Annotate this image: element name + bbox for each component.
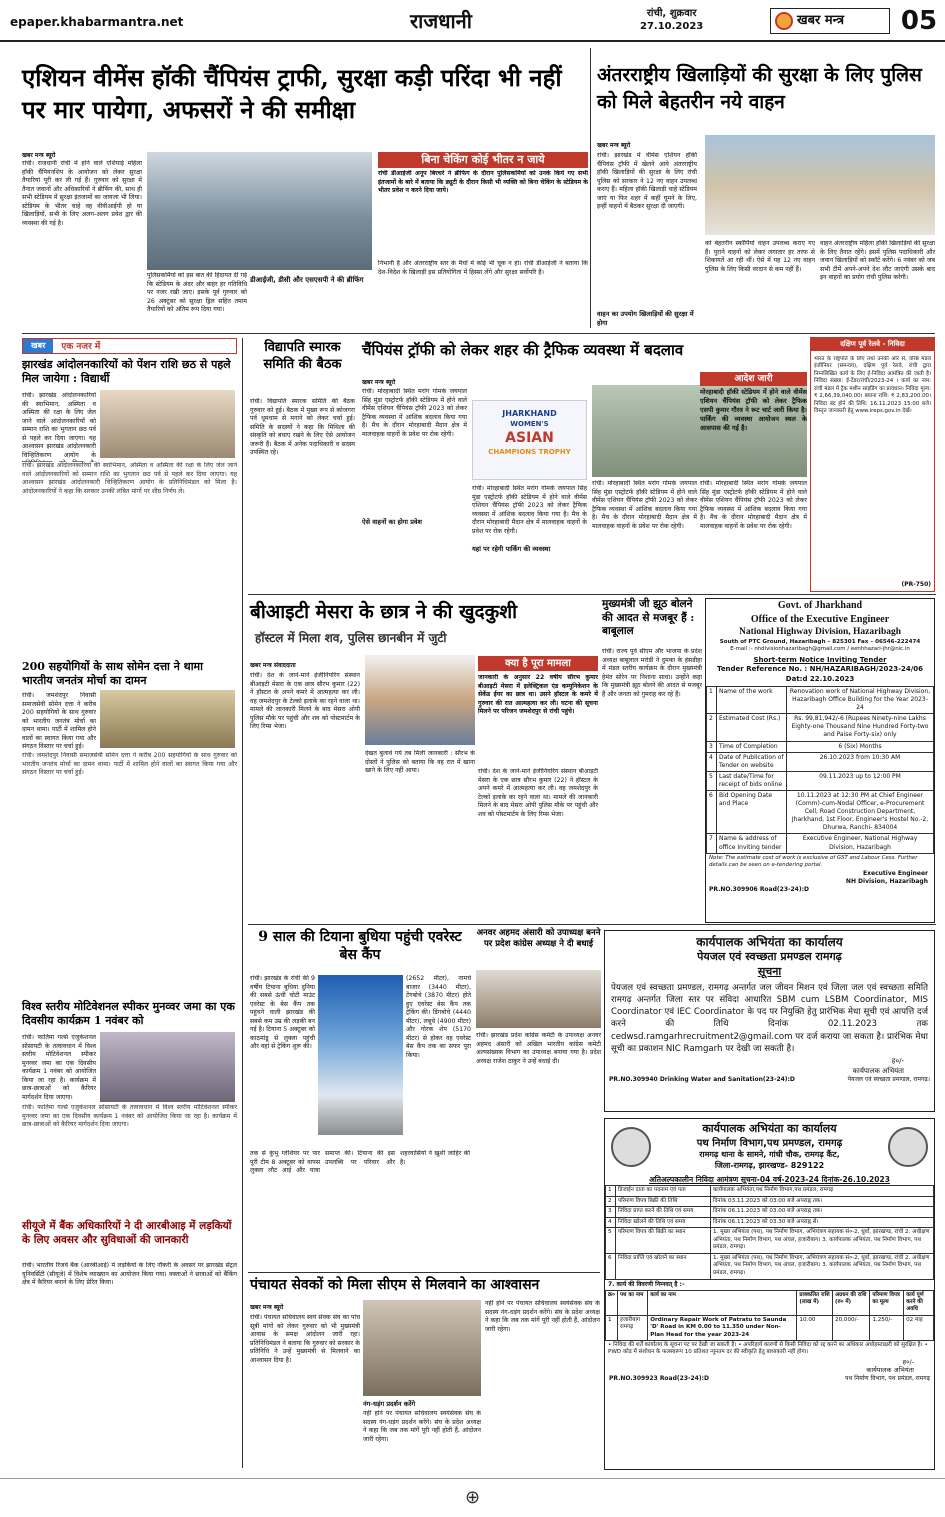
vehicles-body-2: को बेहतरीन स्कॉर्पियो वाहन उपलब्ध कराए गए हैं। पुराने वाहनों को लेकर लगातार हर तरफ से शिकायतें आ रही थीं। ऐसे में यह 12 नए वाहन पुलिस के लिए किसी वरदान से कम नहीं हैं। [705, 240, 815, 273]
nazar-item2-photo [100, 690, 235, 748]
nhai-cell-k: Bid Opening Date and Place [717, 791, 787, 834]
column-rule [242, 338, 243, 1468]
logo-line-3: ASIAN [505, 430, 554, 447]
panchayat-photo [363, 1300, 481, 1396]
nhai-ref: Tender Reference No. : NH/HAZARIBAGH/2023-24/06 [716, 665, 924, 674]
ramgarh2-cell-k: निविदा खोलने की तिथि एवं समय [616, 1217, 711, 1228]
nhai-table-row [707, 741, 934, 752]
ramgarh2-dist: जिला-रामगढ़, झारखण्ड- 829122 [714, 1161, 825, 1171]
issue-date: 27.10.2023 [640, 20, 704, 32]
ramgarh1-title: सूचना [757, 965, 782, 979]
railway-tender-box [810, 337, 935, 592]
ramgarh2-table-row [606, 1217, 934, 1228]
vehicles-body-3: वाहन अंतरराष्ट्रीय महिला हॉकी खिलाड़ियों की सुरक्षा के लिए तैनात रहेंगे। इसमें पुलिस पदाधिकारी और जवान खिलाड़ियों को स्कॉर्ट करेंगे। 6 नवंबर को जब सभी टीमें अपने-अपने देश लौट जाएंगी उसके बाद इन वाहनों का प्रयोग रांची पुलिस करेगी। [820, 240, 935, 282]
panchayat-body-3: नहीं होने पर पंचायत सचिवालय स्वयंसेवक संघ के सदस्य नंग-धड़ंग प्रदर्शन करेंगे। संघ के प्रदेश अध्यक्ष ने कहा कि जब तक मांगें पूरी नहीं होती हैं, आंदोलन जारी रहेगा। [485, 1300, 600, 1333]
bit-body: रांची। देश के जाने-माने इंजीनियरिंग संस्थान बीआइटी मेसरा के एक छात्र सौरभ कुमार (22) ने हॉस्टल के अपने कमरे में आत्महत्या कर ली। वह जमशेदपुर के टेल्को इलाके का रहने वाला था। मामले की जानकारी मिलने के बाद मेसरा ओपी पुलिस मौके पर पहुंची और शव को पोस्टमार्टम के लिए रिम्स भेजा। [250, 672, 360, 731]
traffic-body: रांची। मोरहाबादी स्थित मरांग गोमके जयपाल सिंह मुंडा एस्ट्रोटर्फ हॉकी स्टेडियम में होने वाले वीमेंस एशियन चैंपियंस ट्रॉफी 2023 को लेकर ट्रैफिक व्यवस्था में आंशिक बदलाव किया गया है। मैच के दौरान मोरहाबादी मैदान क्षेत्र में मालवाहक वाहनों के प्रवेश पर रोक रहेगी। [362, 388, 467, 438]
railway-code: (PR-750) [901, 580, 931, 588]
babulal-body: रांची। राज्य पूर्व सीएम और भाजपा के प्रदेश अध्यक्ष बाबूलाल मरांडी ने दुमका के हंसडीहा में मंडल स्तरीय कार्यक्रम के दौरान मुख्यमंत्री हेमंत सोरेन पर निशाना साधा। उन्होंने कहा कि मुख्यमंत्री झूठ बोलने की आदत से मजबूर हैं और जनता को गुमराह कर रहे हैं। [602, 648, 702, 698]
vehicles-photo [705, 135, 935, 235]
ramgarh2-cell-v: 1. मुख्य अभियंता (पथ), पथ निर्माण विभाग, अभियंत्रण सहायक सं०-2, धुर्वा, झारखण्ड, रांची 2. अधीक्षण अभियंता, पथ निर्माण विभाग, पथ अंचल, हजारीबाग। 3. कार्यपालक अभियंता, पथ निर्माण विभाग, पथ प्रमंडल, रामगढ़। [711, 1228, 934, 1254]
bit-byline: खबर मन्त्र संवाददाता [250, 662, 296, 669]
tiyana-body-3: तक से कुंभु ग्लेशियर पर पार पूरी टीम 8 अक्टूबर को वापस लुक्ला लौट आई और यात्रा समाप्त की। टियाना की इस उपलब्धि पर परिवार और शहरवासियों ने खुशी जाहिर की है। [250, 1150, 470, 1175]
nhai-cell-no: 4 [707, 752, 717, 771]
ramgarh1-body: पेयजल एवं स्वच्छता प्रमण्डल, रामगढ़ अन्तर्गत जल जीवन मिशन एवं जिला जल एवं स्वच्छता समिति रामगढ़ अन्तर्गत जिला स्तर पर संविदा आधारित SBM cum LSBM Coordinator, MIS Coordinator एवं IEC Coordinator के पद पर नियुक्ति हेतु प्रारंभिक मेधा सूची एवं आपत्ति दर्ज करने की तिथि दिनांक 02.11.2023 तक cedwsd.ramgarhrecruitment2@gmail.com पर दर्ज कराया जा सकता है। प्रारंभिक मेधा सूची का प्रकाशन NIC Ramgarh पर देखी जा सकती है। [611, 982, 928, 1054]
hockey-mid-text: पुलिसकर्मियों को इस बात की हिदायत दी गई कि स्टेडियम के अंदर और बाहर हर गतिविधि पर नजर रखी जाए। इसके पूर्व गुरुवार को 26 अक्टूबर को सुरक्षा ड्रिल सहित तमाम तैयारियों को अंतिम रूप दिया गया। [147, 272, 247, 314]
nazar-item3-continued: रांची। फातिमा गर्ल्स एजुकेशनल सोसायटी के तत्वावधान में विश्व स्तरीय मोटिवेशनल स्पीकर मुनव्वर जमा का एक दिवसीय कार्यक्रम 1 नवंबर को आयोजित किया जा रहा है। कार्यक्रम में छात्र-छात्राओं को कैरियर मार्गदर्शन दिया जाएगा। [22, 1104, 237, 1129]
bit-box-body: जानकारी के अनुसार 22 वर्षीय सौरभ कुमार बीआइटी मेसरा में इलेक्ट्रिकल एंड कम्युनिकेशन के सेकेंड ईयर का छात्र था। उसने हॉस्टल के कमरे में गुरुवार की रात आत्महत्या कर ली। घटना की सूचना मिलने पर परिजन जमशेदपुर से रांची पहुंचे। [478, 674, 598, 716]
traffic-body-3: रांची। मोरहाबादी स्थित मरांग गोमके जयपाल सिंह मुंडा एस्ट्रोटर्फ हॉकी स्टेडियम में होने वाले वीमेंस एशियन चैंपियंस ट्रॉफी 2023 को लेकर ट्रैफिक व्यवस्था में आंशिक बदलाव किया गया है। मैच के दौरान मोरहाबादी मैदान क्षेत्र में मालवाहक वाहनों के प्रवेश पर रोक रहेगी। [592, 480, 697, 530]
tiyana-body-2: (2652 मीटर), नामचे बाजार (3440 मीटर), टेंगबोचे (3870 मीटर) होते हुए एवरेस्ट बेस कैंप तक ट्रेकिंग की। डिंगबोचे (4440 मीटर), लबूचे (4900 मीटर) और गोरक शेप (5170 मीटर) से होकर वह एवरेस्ट बेस कैंप तक का सफर पूरा किया। [406, 975, 471, 1059]
brand-box [770, 8, 890, 34]
tiyana-photo [318, 975, 403, 1135]
panchayat-body-2: नहीं होने पर पंचायत सचिवालय स्वयंसेवक संघ के सदस्य नंग-धड़ंग प्रदर्शन करेंगे। संघ के प्रदेश अध्यक्ष ने कहा कि जब तक मांगें पूरी नहीं होती हैं, आंदोलन जारी रहेगा। [363, 1410, 481, 1443]
panchayat-headline: पंचायत सेवकों को मिला सीएम से मिलवाने का आश्वासन [250, 1277, 540, 1293]
hockey-headline: एशियन वीमेंस हॉकी चैंपियंस ट्राफी, सुरक्षा कड़ी परिंदा भी नहीं पर मार पायेगा, अफसरों ने की समीक्षा [22, 63, 562, 125]
hockey-photo [147, 152, 372, 270]
ramgarh2-cell-no: 1 [606, 1186, 616, 1197]
panchayat-body: रांची। पंचायत सचिवालय स्वयं सेवक संघ का पांच सूत्री मांगों को लेकर गुरुवार को भी मुख्यमंत्री आवास के समक्ष आंदोलन जारी रहा। प्रतिनिधिमंडल ने बताया कि गुरुवार को सरकार के प्रतिनिधि ने उन्हें मुख्यमंत्री से मिलवाने का आश्वासन दिया है। [250, 1314, 360, 1364]
nhai-cell-v: 6 (Six) Months [787, 741, 934, 752]
ramgarh2-work-table [605, 1290, 934, 1342]
logo-line-1: JHARKHAND [502, 409, 557, 418]
nhai-email: E-mail :- nhdivisionhazaribagh@gmail.com / eenhhazari-jhr@nic.in [730, 646, 910, 653]
nazar-item3-title: विश्व स्तरीय मोटिवेशनल स्पीकर मुनव्वर जमा का एक दिवसीय कार्यक्रम 1 नवंबर को [22, 1000, 235, 1028]
ramgarh2-sign-3: पथ निर्माण विभाग, पथ प्रमंडल, रामगढ़ [845, 1375, 930, 1383]
ramgarh2-dept: पथ निर्माण विभाग,पथ प्रमण्डल, रामगढ़ [696, 1137, 843, 1149]
ramgarh2-work-head: 7. कार्य की विवरणी निम्नवत् है :- [608, 1280, 685, 1288]
hockey-box-title: बिना चेकिंग कोई भीतर न जाये [378, 152, 588, 168]
ramgarh2-title: अतिअल्पकालीन निविदा आमंत्रण सूचना-04 वर्ष-2023-24 दिनांक-26.10.2023 [649, 1174, 890, 1184]
ramgarh1-sign-1: ह०/- [891, 1057, 904, 1066]
traffic-body-2: रांची। मोरहाबादी स्थित मरांग गोमके जयपाल सिंह मुंडा एस्ट्रोटर्फ हॉकी स्टेडियम में होने वाले वीमेंस एशियन चैंपियंस ट्रॉफी 2023 को लेकर ट्रैफिक व्यवस्था में आंशिक बदलाव किया गया है। मैच के दौरान मोरहाबादी मैदान क्षेत्र में मालवाहक वाहनों के प्रवेश पर रोक रहेगी। [472, 485, 587, 535]
railway-title: दक्षिण पूर्व रेलवे - निविदा [811, 338, 934, 351]
nhai-cell-k: Date of Publication of Tender on website [717, 752, 787, 771]
nazar-item4-body: रांची। भारतीय रिजर्व बैंक (आरबीआई) में लड़कियों के लिए नौकरी के अवसर पर झारखंड सेंट्रल यूनिवर्सिटी (सीयूजे) में विशेष व्याख्यान का आयोजन किया गया। वक्ताओं ने छात्राओं को बैंकिंग क्षेत्र में कैरियर बनाने के लिए प्रेरित किया। [22, 1262, 237, 1287]
nazar-label: एक नजर में [61, 342, 101, 352]
nhai-cell-k: Last date/Time for receipt of bids online [717, 771, 787, 790]
hockey-box-text: रांची डीआईजी अनूप बिरथरे ने ब्रीफिंग के दौरान पुलिसकर्मियों को उनके किये गए सभी इंतजामों के बारे में बताया कि ड्यूटी के दौरान किसी भी व्यक्ति को बिना चेकिंग के स्टेडियम के भीतर प्रवेश न करने दिया जाये। [378, 170, 588, 195]
ramgarh2-work-col-header: पथ का नाम [617, 1290, 647, 1315]
nhai-cell-v: 26.10.2023 from 10:30 AM [787, 752, 934, 771]
page-number: 05 [900, 6, 938, 36]
section-title: राजधानी [410, 9, 472, 33]
tiyana-headline: 9 साल की टियाना बुधिया पहुंची एवरेस्ट बेस कैंप [258, 929, 462, 964]
nhai-sign-2: NH Division, Hazaribagh [845, 878, 928, 886]
ramgarh2-work-cell: 10.00 [797, 1315, 833, 1341]
vehicles-headline: अंतरराष्ट्रीय खिलाड़ियों की सुरक्षा के लिए पुलिस को मिले बेहतरीन नये वाहन [597, 64, 922, 113]
nhai-dated: Dat:d 22.10.2023 [785, 674, 855, 683]
nazar-item4-title: सीयूजे में बैंक अधिकारियों ने दी आरबीआइ में लड़कियों के लिए अवसर और सुविधाओं की जानकारी [22, 1220, 232, 1246]
hockey-byline: खबर मन्त्र ब्यूरो [22, 152, 56, 159]
ramgarh2-work-cell: Ordinary Repair Work of Patratu to Saunda 'D' Road in KM 0.00 to 11.350 under Non-Plan Head for the year 2023-24 [648, 1315, 797, 1341]
nazar-item2-title: 200 सहयोगियों के साथ सोमेन दत्ता ने थामा भारतीय जनतंत्र मोर्चा का दामन [22, 660, 203, 688]
nhai-note: Note: The estimate cost of work is exclusive of GST and Labour Cess. Further details can be seen on e-tendering portal. [709, 854, 918, 868]
anwar-body: रांची। झारखंड प्रदेश कांग्रेस कमेटी के उपाध्यक्ष अनवर अहमद अंसारी को अखिल भारतीय कांग्रेस कमेटी अल्पसंख्यक विभाग का उपाध्यक्ष बनाया गया है। प्रदेश अध्यक्ष राजेश ठाकुर ने उन्हें बधाई दी। [476, 1032, 601, 1065]
nhai-table-row [707, 752, 934, 771]
ramgarh2-sign-1: ह०/- [902, 1357, 914, 1366]
nhai-table-row [707, 714, 934, 741]
nhai-cell-no: 5 [707, 771, 717, 790]
traffic-sub1: ऐसे वाहनों का होगा प्रवेश [362, 518, 422, 526]
bit-photo-caption: देखत बुलावे गये तब मिली जानकारी : सौरभ के दोस्तों ने पुलिस को बताया कि वह रात में खाना खाने के लिए नहीं आया। [365, 750, 475, 775]
logo-line-2: WOMEN'S [510, 419, 549, 428]
nhai-cell-v: 10.11.2023 at 12:30 PM at Chief Engineer (Comm)-cum-Nodal Officer, e-Procurement Cell, Road Construction Department, Jharkhand, 1st Floor, Engineer's Hostel No.-2, Dhurwa, Ranchi- 834004 [787, 791, 934, 834]
nhai-cell-k: Name of the work [717, 686, 787, 713]
ramgarh2-work-col-header: कार्य का नाम [648, 1290, 797, 1315]
nazar-item1-continued: रांची। झारखंड आंदोलनकारियों की स्वाभिमान, अस्मिता व अस्मिता की रक्षा के लिए जेल जाने वाले आंदोलनकारियों को सम्मान राशि का भुगतान छठ पर्व से पहले कर दिया जाएगा। यह आश्वासन झारखंड आंदोलनकारी चिन्हितिकरण आयोग के प्रतिनिधिमंडल को मिला है। आंदोलनकारियों ने कहा कि सरकार उनकी लंबित मांगों पर शीघ्र निर्णय ले। [22, 462, 237, 495]
nazar-tag: खबर [23, 339, 53, 353]
nhai-office: Office of the Executive Engineer [750, 613, 890, 625]
ramgarh2-cell-k: परिमाण विपत्र की बिक्री का स्थान [616, 1228, 711, 1254]
nhai-table-row [707, 686, 934, 713]
ramgarh2-cell-v: दिनांक 06.11.2023 को 03.00 बजे अपराह्न तक। [711, 1207, 934, 1218]
traffic-body-4: रांची। मोरहाबादी स्थित मरांग गोमके जयपाल सिंह मुंडा एस्ट्रोटर्फ हॉकी स्टेडियम में होने वाले वीमेंस एशियन चैंपियंस ट्रॉफी 2023 को लेकर ट्रैफिक व्यवस्था में आंशिक बदलाव किया गया है। मैच के दौरान मोरहाबादी मैदान क्षेत्र में मालवाहक वाहनों के प्रवेश पर रोक रहेगी। [700, 480, 807, 530]
vehicles-subhead: वाहन का उपयोग खिलाड़ियों की सुरक्षा में होगा [597, 310, 694, 327]
brand-logo-icon [775, 12, 793, 30]
ramgarh1-sign-2: कार्यपालक अभियंता [852, 1066, 904, 1075]
ramgarh2-cell-k: निविदा प्राप्त करने की तिथि एवं समय [616, 1207, 711, 1218]
nhai-cell-no: 2 [707, 714, 717, 741]
nazar-item1-photo [100, 390, 235, 458]
horizontal-rule [22, 333, 935, 334]
nazar-item3-photo [100, 1032, 235, 1102]
nazar-item1-body: रांची। झारखंड आंदोलनकारियों की स्वाभिमान, अस्मिता व अस्मिता की रक्षा के लिए जेल जाने वाले आंदोलनकारियों को सम्मान राशि का भुगतान छठ पर्व से पहले कर दिया जाएगा। यह आश्वासन झारखंड आंदोलनकारी चिन्हितिकरण आयोग के [22, 392, 96, 459]
ramgarh2-table-row [606, 1186, 934, 1197]
nhai-table [706, 686, 934, 854]
ramgarh2-cell-v: दिनांक 06.11.2023 को 03.30 बजे अपराह्न से। [711, 1217, 934, 1228]
ramgarh2-cell-v: 1. मुख्य अभियंता (पथ), पथ निर्माण विभाग, अभियंत्रण सहायक सं०-2, धुर्वा, झारखण्ड, रांची 2. अधीक्षण अभियंता, पथ निर्माण विभाग, पथ अंचल, हजारीबाग। 3. कार्यपालक अभियंता, पथ निर्माण विभाग, पथ प्रमंडल, रामगढ़। [711, 1253, 934, 1279]
nhai-cell-v: 09.11.2023 up to 12:00 PM [787, 771, 934, 790]
traffic-byline: खबर मन्त्र ब्यूरो [362, 379, 396, 386]
nhai-cell-no: 3 [707, 741, 717, 752]
logo-line-4: CHAMPIONS TROPHY [488, 448, 571, 457]
bit-headline: बीआइटी मेसरा के छात्र ने की खुदकुशी [250, 601, 518, 623]
ramgarh2-addr: रामगढ़ थाना के सामने, गांधी चौक, रामगढ़ कैंट, [699, 1150, 840, 1160]
vidyapati-body: रांची। विद्यापति स्मारक समिति की बैठक गुरुवार को हुई। बैठक में मुख्य रूप से कोजगरा पर्व धूमधाम से मनाने को लेकर चर्चा हुई। समिति के सदस्यों ने कहा कि मिथिला की संस्कृति को बचाए रखने के लिए ऐसे आयोजन जरूरी हैं। बैठक में अनेक पदाधिकारी व सदस्य उपस्थित रहे। [250, 398, 355, 457]
column-rule [590, 48, 591, 328]
horizontal-rule [248, 594, 936, 595]
ramgarh2-cell-no: 2 [606, 1196, 616, 1207]
ramgarh2-cell-no: 6 [606, 1253, 616, 1279]
traffic-sub2: यहां पर रहेगी पार्किंग की व्यवस्था [472, 545, 551, 553]
ramgarh2-work-cell: 1 [606, 1315, 618, 1341]
bit-continued: रांची। देश के जाने-माने इंजीनियरिंग संस्थान बीआइटी मेसरा के एक छात्र सौरभ कुमार (22) ने हॉस्टल के अपने कमरे में आत्महत्या कर ली। वह जमशेदपुर के टेल्को इलाके का रहने वाला था। मामले की जानकारी मिलने के बाद मेसरा ओपी पुलिस मौके पर पहुंची और शव को पोस्टमार्टम के लिए रिम्स भेजा। [478, 768, 598, 818]
hockey-extra-text: निभानी है और अंतरराष्ट्रीय स्तर के मैचों में कोई भी चूक न हो। रांची डीआईजी ने बताया कि देश-विदेश के खिलाड़ी इस प्रतियोगिता में हिस्सा लेंगे और सुरक्षा सर्वोपरि है। [378, 260, 588, 276]
ramgarh2-table-row [606, 1253, 934, 1279]
nhai-notice: Short-term Notice Inviting Tender [753, 655, 887, 664]
vehicles-byline: खबर मन्त्र ब्यूरो [597, 142, 631, 149]
nazar-item2-body: रांची। जमशेदपुर निवासी समाजसेवी सोमेन दत्ता ने करीब 200 सहयोगियों के साथ गुरुवार को भारतीय जनतंत्र मोर्चा का दामन थामा। पार्टी में शामिल होने वालों का स्वागत किया गया और संगठन विस्तार पर चर्चा हुई। [22, 692, 96, 751]
ramgarh2-work-cell: 20,000/- [833, 1315, 870, 1341]
nhai-cell-v: Renovation work of National Highway Division, Hazaribagh Office Building for the Year 2023-24 [787, 686, 934, 713]
rcd-logo-icon [888, 1127, 928, 1167]
ramgarh2-work-col-header: कार्य पूर्ण करने की अवधि [904, 1290, 934, 1315]
dateline [640, 8, 703, 33]
panchayat-byline: खबर मन्त्र ब्यूरो [250, 1304, 284, 1311]
traffic-box-text: मोरहाबादी हॉकी स्टेडियम में होने वाले वीमेंस एशियन चैंपियंस ट्रॉफी को लेकर ट्रैफिक एसपी कुमार गौरव ने रूट चार्ट जारी किया है। पार्किंग की व्यवस्था आयोजन स्थल के आसपास की गई है। [700, 388, 807, 432]
ramgarh1-sign-3: पेयजल एवं स्वच्छता प्रमण्डल, रामगढ़। [847, 1075, 930, 1083]
ramgarh1-pr: PR.NO.309940 Drinking Water and Sanitation(23-24):D [609, 1075, 795, 1083]
vehicles-body: रांची। झारखंड में वीमेंस एशियन हॉकी चैंपियंस ट्रॉफी में खेलने आये अंतरराष्ट्रीय हॉकी खिलाड़ियों की सुरक्षा के लिए रांची पुलिस को सरकार ने 12 नए वाहन उपलब्ध कराए हैं। महिला हॉकी खिलाड़ी चाहे स्टेडियम जाएं या फिर शहर में कहीं घूमने के लिए, इन्हीं वाहनों में बैठकर सुरक्षा दी जाएगी। [597, 152, 697, 211]
nhai-cell-k: Name & address of office Inviting tender [717, 834, 787, 853]
ramgarh1-office: कार्यपालक अभियंता का कार्यालय [696, 935, 843, 949]
nhai-govt: Govt. of Jharkhand [777, 600, 863, 611]
panchayat-sub: नंग-धड़ंग प्रदर्शन करेंगे [363, 1400, 416, 1408]
brand-name: खबर मन्त्र [797, 13, 845, 29]
tiyana-body: रांची। झारखंड के रांची की 9 वर्षीय टियाना बुधिया दुनिया की सबसे ऊंची चोटी माउंट एवरेस्ट के बेस कैंप तक पहुंचने वाली झारखंड की सबसे कम उम्र की लड़की बन गई है। टियाना 5 अक्टूबर को काठमांडू से लुक्ला पहुंची और वहां से ट्रेकिंग शुरू की। [250, 975, 315, 1051]
ramgarh2-cell-k: निविदा प्राप्ति एवं खोलने का स्थान [616, 1253, 711, 1279]
hockey-photo-caption: डीआईजी, डीसी और एसएसपी ने की ब्रीफिंग [250, 276, 364, 284]
babulal-headline: मुख्यमंत्री जी झूठ बोलने की आदत से मजबूर हैं : बाबूलाल [602, 598, 695, 638]
nhai-address: South of PTC Ground, Hazaribagh – 825301 Fax – 06546-222474 [719, 638, 921, 645]
ramgarh-water-notice [604, 930, 935, 1112]
ramgarh2-work-cell: हजारीबाग रामगढ़ [617, 1315, 647, 1341]
nhai-cell-no: 6 [707, 791, 717, 834]
city-day: रांची, शुक्रवार [646, 8, 697, 19]
ramgarh2-sign-2: कार्यपालक अभियंता [866, 1366, 914, 1375]
nazar-item1-title: झारखंड आंदोलनकारियों को पेंशन राशि छठ से पहले मिल जायेगा : विद्यार्थी [22, 358, 231, 386]
ramgarh2-cell-k: परिमाण विपत्र बिक्री की तिथि [616, 1196, 711, 1207]
nhai-cell-no: 1 [707, 686, 717, 713]
ramgarh-road-tender [604, 1118, 935, 1470]
ramgarh2-work-cell: 1,250/- [870, 1315, 904, 1341]
ramgarh2-cell-no: 3 [606, 1207, 616, 1218]
nhai-division: National Highway Division, Hazaribagh [738, 627, 902, 637]
nhai-cell-k: Time of Completion [717, 741, 787, 752]
ramgarh2-cell-v: कार्यपालक अभियंता,पथ निर्माण विभाग,पथ प्रमंडल, रामगढ़ [711, 1186, 934, 1197]
ramgarh2-work-cell: 02 माह [904, 1315, 934, 1341]
ramgarh2-notes: • निविदा की शर्तें कार्यालय के सूचना पट पर देखी जा सकती है। • अपरिहार्य कारणों से किसी निविदा को रद्द करने का अधिकार अधोहस्ताक्षरी को सुरक्षित है। • PWD कोड में संशोधन के फलस्वरूप 10 प्रतिशत न्यूनतम दर की स्वीकृति हेतु बाध्यकारी नहीं होगा। [608, 1342, 928, 1356]
ramgarh2-cell-v: दिनांक 03.11.2023 को 03.00 बजे अपराह्न तक। [711, 1196, 934, 1207]
bit-subhead: हॉस्टल में मिला शव, पुलिस छानबीन में जुटी [255, 631, 447, 645]
nhai-cell-v: Executive Engineer, National Highway Division, Hazaribagh [787, 834, 934, 853]
anwar-photo [476, 970, 601, 1028]
horizontal-rule [248, 1272, 600, 1273]
jharkhand-emblem-icon [611, 1127, 651, 1167]
ramgarh1-dept: पेयजल एवं स्वच्छता प्रमण्डल रामगढ़ [697, 950, 842, 964]
page-footer [0, 1478, 945, 1517]
site-url[interactable]: epaper.khabarmantra.net [10, 15, 184, 29]
ramgarh2-office: कार्यपालक अभियंता का कार्यालय [702, 1122, 837, 1135]
traffic-headline: चैंपियंस ट्रॉफी को लेकर शहर की ट्रैफिक व्यवस्था में बदलाव [362, 341, 684, 359]
nhai-cell-v: Rs. 99,81,942/-6 (Rupees Ninety-nine Lakhs Eighty-one Thousand Nine Hundred Forty-two and Paise Forty-six) only [787, 714, 934, 741]
nazar-item2-continued: रांची। जमशेदपुर निवासी समाजसेवी सोमेन दत्ता ने करीब 200 सहयोगियों के साथ गुरुवार को भारतीय जनतंत्र मोर्चा का दामन थामा। पार्टी में शामिल होने वालों का स्वागत किया गया और संगठन विस्तार पर चर्चा हुई। [22, 752, 237, 777]
anwar-headline: अनवर अहमद अंसारी को उपाध्यक्ष बनने पर प्रदेश कांग्रेस अध्यक्ष ने दी बधाई [476, 928, 601, 950]
ramgarh2-cell-no: 5 [606, 1228, 616, 1254]
traffic-box-title: आदेश जारी [700, 372, 807, 386]
ramgarh2-work-col-header: प्राक्कलित राशि (लाख में) [797, 1290, 833, 1315]
ramgarh2-table-row [606, 1228, 934, 1254]
ramgarh2-work-col-header: परिमाण विपत्र का मूल्य [870, 1290, 904, 1315]
nhai-cell-no: 7 [707, 834, 717, 853]
nhai-table-row [707, 834, 934, 853]
ramgarh2-cell-k: डिजाईन दाता का पदनाम एवं पता [616, 1186, 711, 1197]
nhai-sign-1: Executive Engineer [863, 870, 928, 878]
ramgarh2-table-row [606, 1207, 934, 1218]
ramgarh2-table-row [606, 1196, 934, 1207]
registration-mark-icon: ⊕ [464, 1486, 481, 1508]
nazar-banner [22, 338, 237, 354]
ramgarh2-cell-no: 4 [606, 1217, 616, 1228]
page-header [0, 0, 945, 42]
railway-body: भारत के राष्ट्रपति के लिए तथा उनकी ओर से, वरिष्ठ मंडल इंजीनियर (समन्वय), दक्षिण पूर्व रेलवे, रांची द्वारा निम्नलिखित कार्य के लिए ई-निविदा आमंत्रित की जाती है। निविदा संख्या: ई-टेंडर/रांची/2023-24 । कार्य का नाम: रांची मंडल में ट्रैक मशीन साइडिंग का प्रावधान। निविदा मूल्य: ₹ 2,66,39,040.00। बयाना राशि: ₹ 2,83,200.00। निविदा बंद होने की तिथि: 16.11.2023 15:00 बजे। विस्तृत जानकारी हेतु www.ireps.gov.in देखें। [814, 356, 931, 415]
horizontal-rule [248, 924, 936, 925]
nhai-tender-box [705, 598, 935, 923]
ramgarh2-pr: PR.NO.309923 Road(23-24):D [609, 1375, 709, 1383]
nhai-cell-k: Estimated Cost (Rs.) [717, 714, 787, 741]
nhai-table-row [707, 771, 934, 790]
hockey-logo [472, 400, 587, 480]
nazar-item3-body: रांची। फातिमा गर्ल्स एजुकेशनल सोसायटी के तत्वावधान में विश्व स्तरीय मोटिवेशनल स्पीकर मुनव्वर जमा का एक दिवसीय कार्यक्रम 1 नवंबर को आयोजित किया जा रहा है। कार्यक्रम में छात्र-छात्राओं को कैरियर मार्गदर्शन दिया जाएगा। [22, 1034, 96, 1101]
ramgarh2-work-col-header: क्र० [606, 1290, 618, 1315]
nhai-pr: PR.NO.309906 Road(23-24):D [709, 886, 809, 894]
bit-photo [365, 655, 475, 745]
hockey-body: रांची। राजधानी रांची में होने वाले एशियाई महिला हॉकी चैंपियनशिप के आयोजन को लेकर सुरक्षा तैयारियां पूरी कर ली गई हैं। गुरुवार को सुरक्षा में तैनात जवानों और अधिकारियों ने ब्रीफिंग की, साथ ही सभी स्टेडियम में सुरक्षा इंतजामों का जायजा भी लिया। स्टेडियम के भीतर चाहे वह वीवीआईपी हो या खिलाड़ियों, सभी के लिए अलग-अलग प्रवेश द्वार की व्यवस्था की गई है। [22, 160, 142, 227]
nhai-table-row [707, 791, 934, 834]
vidyapati-headline: विद्यापति स्मारक समिति की बैठक [263, 340, 342, 372]
bit-box-title: क्या है पूरा मामला [478, 656, 598, 671]
ramgarh2-work-col-header: अग्रधन की राशि (रु० में) [833, 1290, 870, 1315]
ramgarh2-table [605, 1185, 934, 1279]
